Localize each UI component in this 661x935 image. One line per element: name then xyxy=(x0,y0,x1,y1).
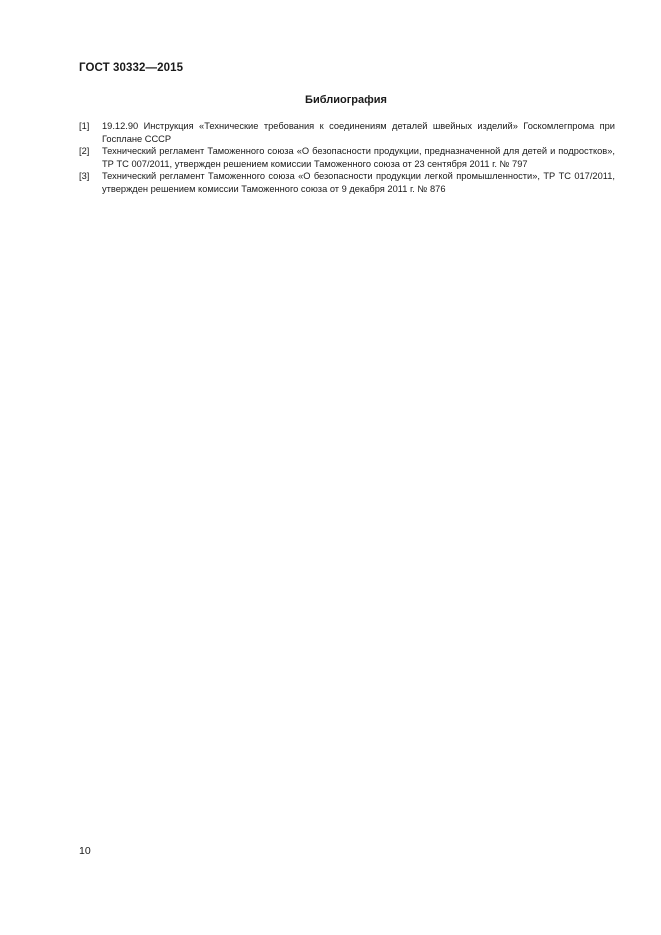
page-number: 10 xyxy=(79,845,91,857)
bibliography-item xyxy=(79,145,615,170)
bibliography-item xyxy=(79,120,615,145)
bibliography-item-text: 19.12.90 Инструкция «Технические требования к соединениям деталей швейных изделий» Госкомлегпрома при Госплане СССР xyxy=(102,121,615,144)
bibliography-item-number: [3] xyxy=(79,171,90,182)
document-code: ГОСТ 30332—2015 xyxy=(79,62,184,74)
bibliography-item-number: [2] xyxy=(79,146,90,157)
section-title: Библиография xyxy=(305,94,387,106)
bibliography-list xyxy=(79,120,615,196)
bibliography-item-text: Технический регламент Таможенного союза «О безопасности продукции, предназначенной для детей и подростков», ТР ТС 007/2011, утвержден решением комиссии Таможенного союза от 23 сентября 2011 г. № 797 xyxy=(102,146,615,169)
bibliography-item-number: [1] xyxy=(79,121,90,131)
bibliography-item-text: Технический регламент Таможенного союза «О безопасности продукции легкой промышленности», ТР ТС 017/2011, утвержден решением комиссии Таможенного союза от 9 декабря 2011 г. № 876 xyxy=(102,171,615,194)
bibliography-item xyxy=(79,170,615,195)
